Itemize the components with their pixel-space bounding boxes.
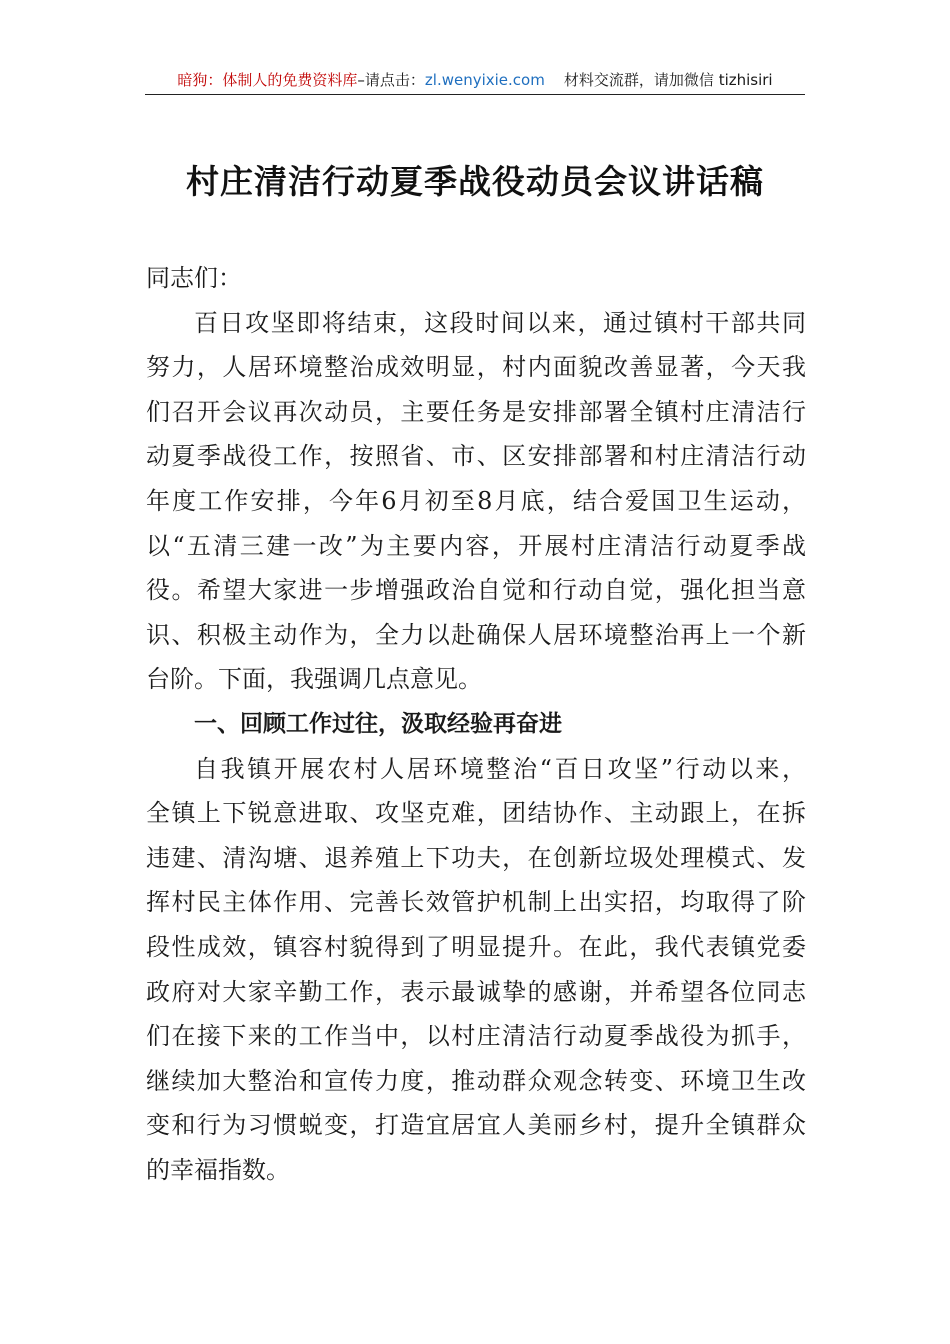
header-link[interactable]: zl.wenyixie.com: [424, 71, 545, 89]
paragraph-line: 政府对大家辛勤工作，表示最诚挚的感谢，并希望各位同志: [146, 977, 806, 1006]
paragraph-line: 以“五清三建一改”为主要内容，开展村庄清洁行动夏季战: [146, 531, 806, 560]
paragraph-line: 继续加大整治和宣传力度，推动群众观念转变、环境卫生改: [146, 1066, 806, 1095]
paragraph-line: 变和行为习惯蜕变，打造宜居宜人美丽乡村，提升全镇群众: [146, 1111, 806, 1140]
document-title: 村庄清洁行动夏季战役动员会议讲话稿: [186, 162, 764, 201]
paragraph-line: 违建、清沟塘、退养殖上下功夫，在创新垃圾处理模式、发: [146, 843, 806, 872]
header-site-name: 暗狗：体制人的免费资料库: [177, 71, 358, 89]
section-heading: 一、回顾工作过往，汲取经验再奋进: [194, 710, 562, 737]
salutation: 同志们：: [146, 264, 242, 292]
paragraph-line: 的幸福指数。: [146, 1155, 290, 1184]
header-wechat-note: 材料交流群，请加微信 tizhisiri: [563, 71, 773, 89]
document-body: [146, 256, 806, 1192]
paragraph-line: 挥村民主体作用、完善长效管护机制上出实招，均取得了阶: [146, 888, 806, 917]
page-header: [145, 66, 805, 95]
paragraph-line: 们召开会议再次动员，主要任务是安排部署全镇村庄清洁行: [146, 397, 806, 426]
paragraph-line: 识、积极主动作为，全力以赴确保人居环境整治再上一个新: [146, 620, 806, 649]
paragraph-line: 台阶。下面，我强调几点意见。: [146, 665, 482, 694]
header-click-prompt: –请点击：: [357, 71, 425, 89]
paragraph-line: 段性成效，镇容村貌得到了明显提升。在此，我代表镇党委: [146, 932, 806, 961]
paragraph-line: 们在接下来的工作当中，以村庄清洁行动夏季战役为抓手，: [146, 1022, 806, 1051]
paragraph-line: 全镇上下锐意进取、攻坚克难，团结协作、主动跟上，在拆: [146, 799, 806, 828]
paragraph-line: 努力，人居环境整治成效明显，村内面貌改善显著，今天我: [146, 353, 806, 382]
paragraph-line: 自我镇开展农村人居环境整治“百日攻坚”行动以来，: [194, 754, 806, 783]
paragraph-line: 百日攻坚即将结束，这段时间以来，通过镇村干部共同: [194, 308, 806, 337]
paragraph-line: 年度工作安排，今年6月初至8月底，结合爱国卫生运动，: [146, 486, 806, 515]
paragraph-line: 动夏季战役工作，按照省、市、区安排部署和村庄清洁行动: [146, 442, 806, 471]
paragraph-line: 役。希望大家进一步增强政治自觉和行动自觉，强化担当意: [146, 576, 806, 605]
